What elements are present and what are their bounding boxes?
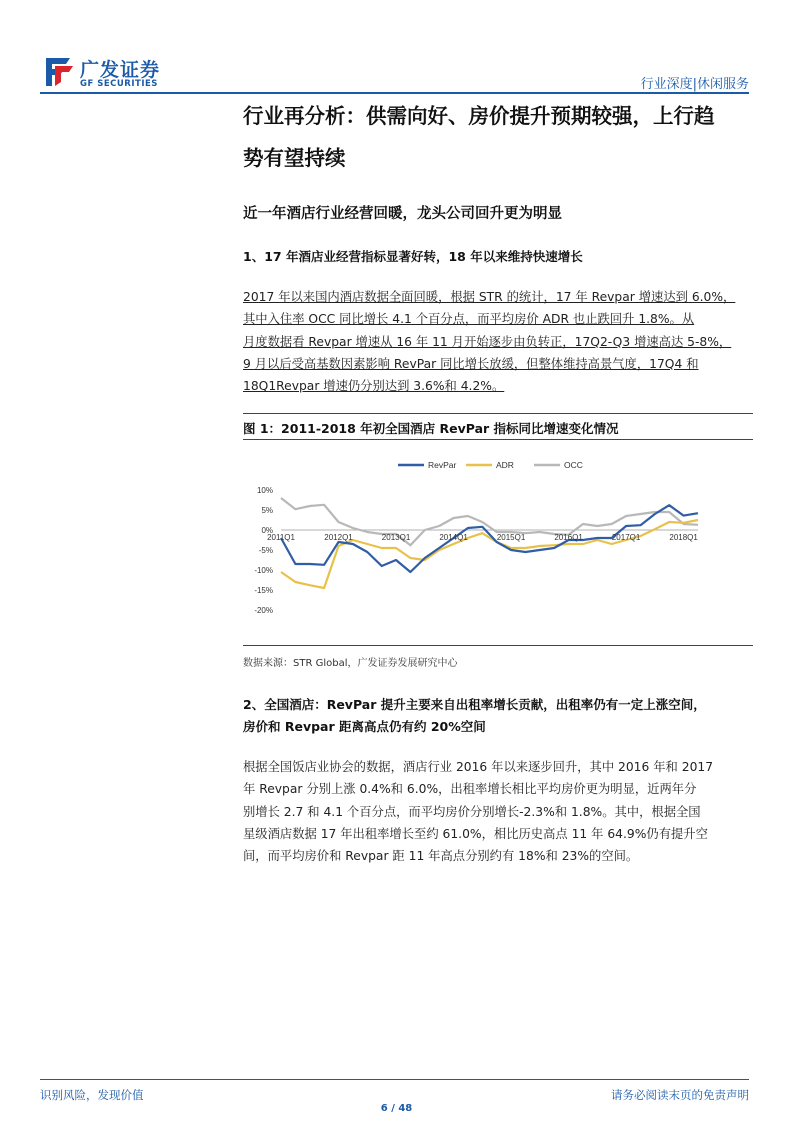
chart-series — [281, 498, 698, 588]
y-tick-label: -15% — [254, 586, 273, 595]
legend-label: RevPar — [428, 460, 457, 470]
logo-english-name: GF SECURITIES — [80, 79, 158, 89]
paragraph-line: 年 Revpar 分别上涨 0.4%和 6.0%，出租率增长相比平均房价更为明显，近两年分 — [243, 782, 697, 797]
paragraph-line: 根据全国饭店业协会的数据，酒店行业 2016 年以来逐步回升，其中 2016 年和 2017 — [243, 760, 714, 774]
page-title-line-1: 行业再分析：供需向好、房价提升预期较强，上行趋 — [243, 104, 715, 128]
gf-logo-icon — [40, 52, 76, 90]
page-number: 6 / 48 — [380, 1103, 413, 1114]
x-tick-label: 2012Q1 — [324, 533, 353, 542]
paragraph-line: 月度数据看 Revpar 增速从 16 年 11 月开始逐步由负转正，17Q2-Q3 增速高达 5-8%， — [243, 334, 732, 349]
footer-disclaimer: 请务必阅读末页的免责声明 — [611, 1088, 749, 1102]
paragraph-line: 其中入住率 OCC 同比增长 4.1 个百分点，而平均房价 ADR 也止跌回升 1.8%。从 — [243, 312, 695, 327]
figure-top-rule — [243, 413, 753, 414]
y-tick-label: 10% — [256, 486, 273, 495]
section-1-paragraph — [243, 286, 753, 397]
x-tick-label: 2017Q1 — [611, 533, 641, 542]
legend-label: ADR — [496, 460, 514, 470]
y-axis — [254, 486, 273, 615]
section-2-heading-line-1: 2、全国酒店：RevPar 提升主要来自出租率增长贡献，出租率仍有一定上涨空间， — [243, 697, 706, 712]
header-divider — [40, 92, 749, 94]
paragraph-line: 别增长 2.7 和 4.1 个百分点，而平均房价分别增长-2.3%和 1.8%。其中，根据全国 — [243, 804, 701, 819]
y-tick-label: -5% — [258, 546, 273, 555]
paragraph-line: 2017 年以来国内酒店数据全面回暖，根据 STR 的统计，17 年 Revpar 增速达到 6.0%， — [243, 290, 736, 304]
x-tick-label: 2016Q1 — [554, 533, 583, 542]
figure-source: 数据来源：STR Global，广发证券发展研究中心 — [243, 658, 458, 669]
report-category: 行业深度|休闲服务 — [640, 77, 749, 92]
paragraph-line: 18Q1Revpar 增速仍分别达到 3.6%和 4.2%。 — [243, 379, 505, 394]
x-tick-label: 2018Q1 — [669, 533, 698, 542]
revpar-line-chart — [243, 445, 713, 650]
page-title-line-2: 势有望持续 — [243, 146, 346, 170]
paragraph-line: 间，而平均房价和 Revpar 距 11 年高点分别约有 18%和 23%的空间。 — [243, 849, 639, 864]
y-tick-label: -20% — [254, 606, 273, 615]
legend-label: OCC — [564, 460, 583, 470]
footer-divider — [40, 1079, 749, 1080]
x-tick-label: 2013Q1 — [381, 533, 411, 542]
figure-title-rule — [243, 439, 753, 440]
company-logo — [40, 52, 180, 92]
y-tick-label: 0% — [261, 526, 273, 535]
y-tick-label: -10% — [254, 566, 273, 575]
chart-legend — [398, 460, 583, 470]
section-2-paragraph — [243, 756, 753, 867]
y-tick-label: 5% — [261, 506, 273, 515]
logo-chinese-name: 广发证券 — [80, 59, 161, 81]
figure-title: 图 1：2011-2018 年初全国酒店 RevPar 指标同比增速变化情况 — [243, 421, 619, 436]
section-2-heading-line-2: 房价和 Revpar 距离高点仍有约 20%空间 — [243, 719, 486, 734]
footer-slogan: 识别风险，发现价值 — [40, 1088, 144, 1102]
x-tick-label: 2015Q1 — [496, 533, 526, 542]
section-1-heading: 1、17 年酒店业经营指标显著好转，18 年以来维持快速增长 — [243, 249, 583, 264]
x-tick-label: 2011Q1 — [267, 533, 295, 542]
paragraph-line: 星级酒店数据 17 年出租率增长至约 61.0%，相比历史高点 11 年 64.9%仍有提升空 — [243, 826, 708, 841]
section-subtitle: 近一年酒店行业经营回暖，龙头公司回升更为明显 — [243, 206, 562, 222]
figure-bottom-rule — [243, 645, 753, 646]
x-tick-label: 2014Q1 — [439, 533, 468, 542]
paragraph-line: 9 月以后受高基数因素影响 RevPar 同比增长放缓，但整体维持高景气度，17Q4 和 — [243, 356, 699, 371]
